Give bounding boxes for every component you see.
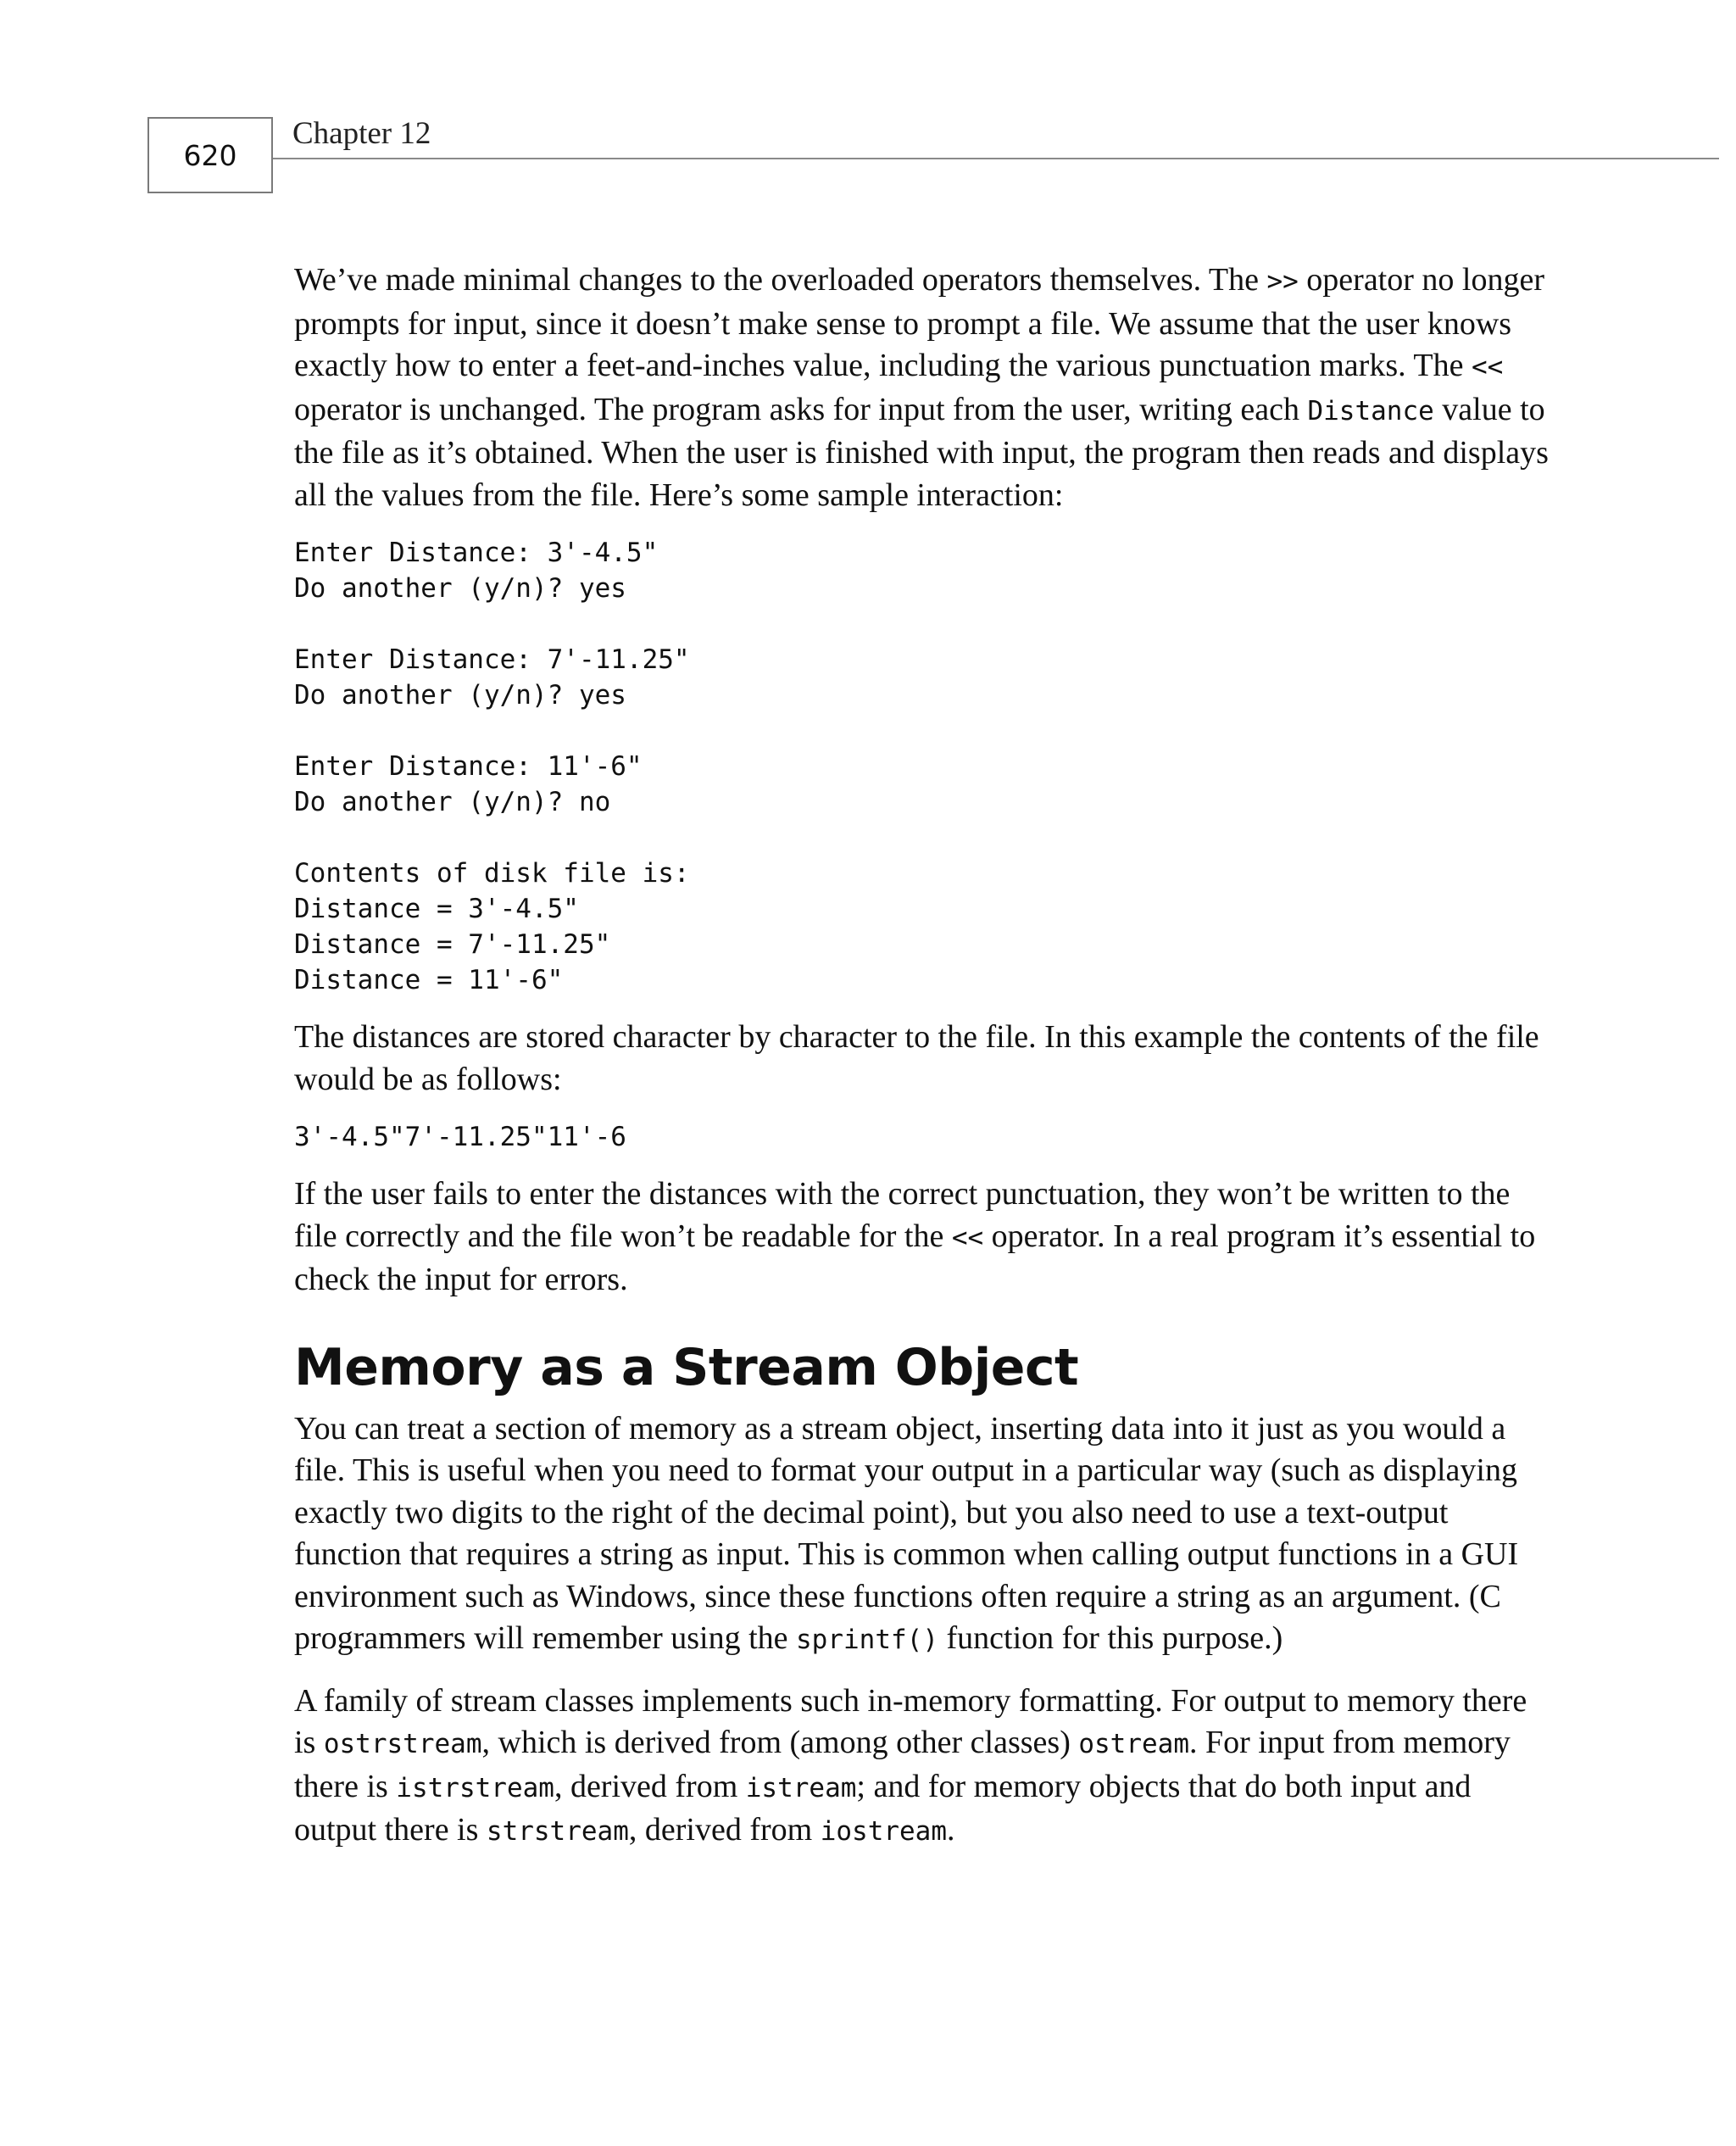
- code-line: Distance = 7'-11.25": [294, 929, 611, 960]
- paragraph-punctuation: [294, 1173, 1549, 1302]
- code-blank-line: [294, 820, 1549, 856]
- code-line: Do another (y/n)? yes: [294, 680, 626, 711]
- inline-code-ostream: ostream: [1078, 1729, 1190, 1759]
- code-line: Distance = 3'-4.5": [294, 894, 579, 924]
- section-heading: Memory as a Stream Object: [294, 1337, 1079, 1397]
- text-run: .: [947, 1812, 955, 1848]
- inline-code-insertion-op: <<: [951, 1222, 984, 1253]
- page-content: [294, 259, 1549, 1853]
- code-line: Do another (y/n)? yes: [294, 573, 626, 604]
- paragraph-storage: The distances are stored character by character to the file. In this example the contents of the file would be as follows:: [294, 1019, 1539, 1097]
- code-blank-line: [294, 606, 1549, 642]
- code-line: Do another (y/n)? no: [294, 787, 611, 817]
- code-line: Enter Distance: 7'-11.25": [294, 644, 690, 675]
- file-contents-code: [294, 1119, 1549, 1155]
- inline-code-ostrstream: ostrstream: [323, 1729, 482, 1759]
- inline-code-extraction-op: >>: [1266, 266, 1299, 297]
- paragraph-memory-stream: [294, 1408, 1549, 1662]
- code-line: Enter Distance: 11'-6": [294, 751, 643, 782]
- text-run: function for this purpose.): [938, 1620, 1283, 1656]
- inline-code-insertion-op: <<: [1472, 352, 1504, 382]
- text-run: , derived from: [554, 1768, 746, 1804]
- text-run: , which is derived from (among other classes): [481, 1725, 1079, 1760]
- text-run: If the user fails to enter the distances with the correct punctuation, they won’t be written to the file correctly and the file won’t be readable for the: [294, 1176, 1511, 1254]
- text-run: operator is unchanged. The program asks for input from the user, writing each: [294, 391, 1308, 427]
- text-run: We’ve made minimal changes to the overloaded operators themselves. The: [294, 262, 1267, 298]
- text-run: operator no longer prompts for input, since it doesn’t make sense to prompt a file. We assume that the user knows exactly how to enter a feet-and-inches value, including the various punctuation marks. The: [294, 262, 1544, 383]
- code-line: Contents of disk file is:: [294, 858, 690, 889]
- inline-code-distance: Distance: [1307, 395, 1434, 426]
- header-rule: [273, 158, 1719, 159]
- sample-interaction-code: [294, 535, 1549, 998]
- inline-code-iostream: iostream: [820, 1816, 948, 1847]
- paragraph-stream-classes: [294, 1681, 1549, 1853]
- running-head: Chapter 12: [292, 116, 431, 151]
- text-run: . For input from memory there is: [294, 1725, 1511, 1804]
- text-run: value to the file as it’s obtained. When the user is finished with input, the program then reads and displays all the values from the file. Here’s some sample interaction:: [294, 391, 1549, 513]
- inline-code-strstream: strstream: [486, 1816, 629, 1847]
- code-blank-line: [294, 713, 1549, 749]
- code-line: 3'-4.5"7'-11.25"11'-6: [294, 1122, 626, 1152]
- text-run: You can treat a section of memory as a stream object, inserting data into it just as you would a file. This is useful when you need to format your output in a particular way (such as displaying exactly two digits to the right of the decimal point), but you also need to use a text-output function that requires a string as input. This is common when calling output functions in a GUI environment such as Windows, since these functions often require a string as an argument. (C programmers will remember using the: [294, 1410, 1519, 1656]
- inline-code-sprintf: sprintf(): [796, 1625, 938, 1655]
- inline-code-istrstream: istrstream: [396, 1772, 554, 1803]
- text-run: ; and for memory objects that do both input and output there is: [294, 1768, 1472, 1848]
- text-run: , derived from: [628, 1812, 821, 1848]
- code-line: Distance = 11'-6": [294, 965, 564, 995]
- paragraph-operators: [294, 259, 1549, 516]
- code-line: Enter Distance: 3'-4.5": [294, 538, 659, 568]
- text-run: operator. In a real program it’s essential to check the input for errors.: [294, 1218, 1536, 1297]
- inline-code-istream: istream: [745, 1772, 857, 1803]
- page-number: [147, 117, 273, 193]
- text-run: A family of stream classes implements such in-memory formatting. For output to memory there is: [294, 1682, 1527, 1760]
- page-number-text: 620: [183, 138, 237, 172]
